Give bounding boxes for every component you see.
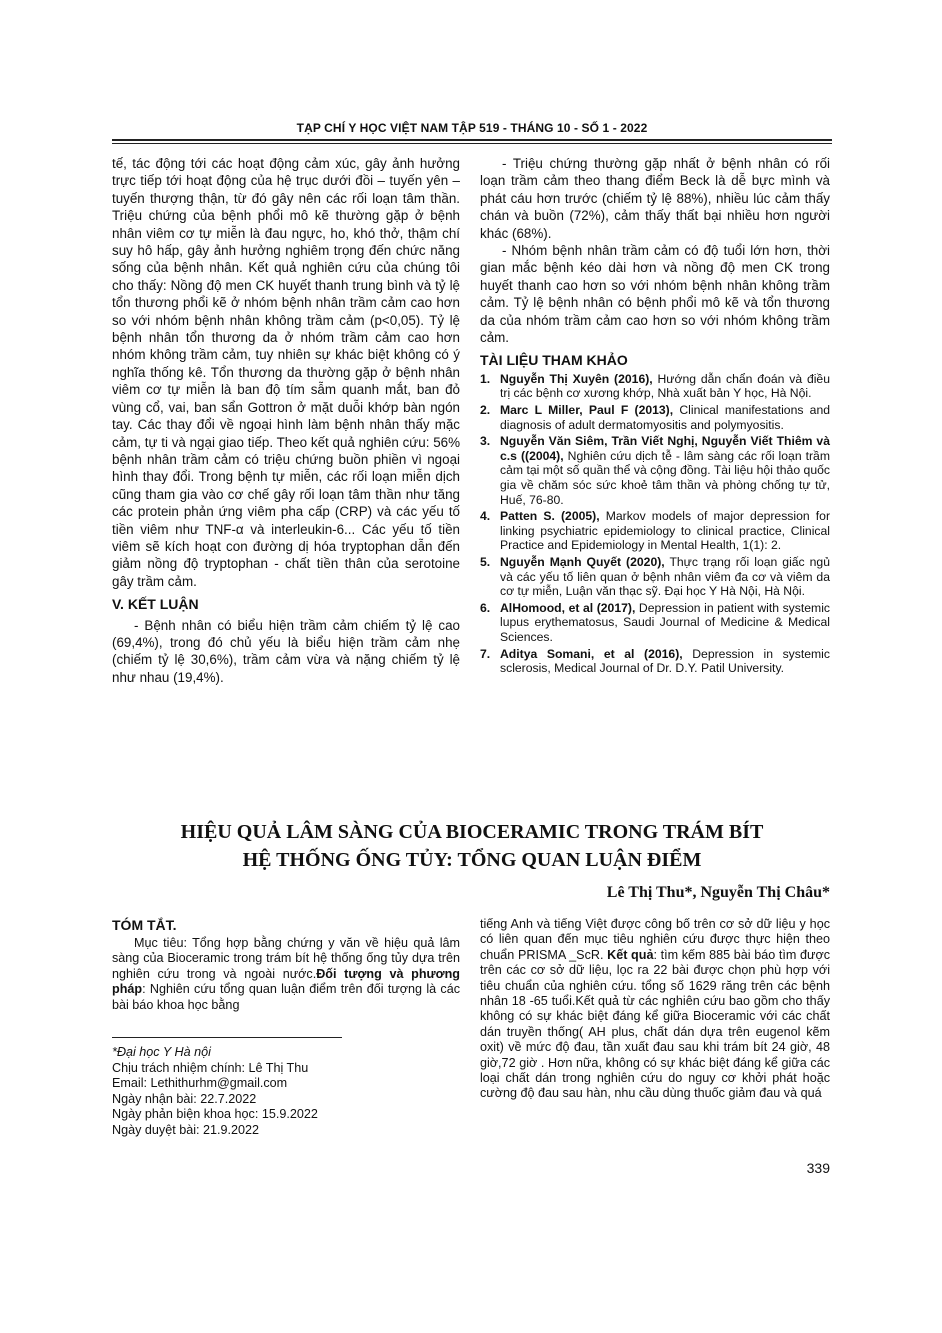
reference-text: Depression in systemic sclerosis, Medical Journal of Dr. D.Y. Patil University. — [500, 646, 830, 676]
abstract-title: TÓM TẮT. — [112, 917, 177, 933]
reference-text: Depression in patient with systemic lupus erythematosus, Saudi Journal of Medicine & Medical Sciences. — [500, 600, 830, 644]
abstract-text — [112, 936, 460, 1013]
reference-author: Marc L Miller, Paul F (2013), — [500, 403, 674, 418]
method-label: Đối tượng và phương pháp — [112, 966, 460, 997]
reference-number: 1. — [480, 371, 491, 386]
conclusion-paragraph-1: - Bệnh nhân có biểu hiện trầm cảm chiếm tỷ lệ cao (69,4%), trong đó chủ yếu là biểu hiện trầm cảm nhẹ (chiếm tỷ lệ 30,6%), trầm cảm vừa và nặng chiếm tỷ lệ như nhau (19,4%). — [112, 617, 460, 685]
reference-author: Patten S. (2005), — [500, 509, 600, 524]
reference-number: 2. — [480, 403, 491, 418]
abstract-continued-1: tiếng Anh và tiếng Việt được công bố trên cơ sở dữ liệu y học có liên quan đến mục tiêu nghiên cứu được thực hiện theo chuẩn PRISMA _ScR. — [480, 917, 830, 962]
received-date: Ngày nhận bài: 22.7.2022 — [112, 1091, 257, 1106]
reference-number: 7. — [480, 646, 491, 661]
email: Email: Lethithurhm@gmail.com — [112, 1076, 288, 1091]
references-list — [480, 372, 830, 676]
abstract-continued-2: : tìm kếm 885 bài báo tìm được trên các cơ sở dữ liệu, lọc ra 22 bài được chọn phù hợp với tiêu chuẩn của nghiên cứu. tổng số 1629 răng trên các bệnh nhân 18 -65 tuổi.Kết quả từ các nghiên cứu bao gồm cho thấy không có sự khác biệt đáng kể giữa Bioceramic với các chất dán truyền thống( AH plus, chất dán dựa trên eugenol kẽm oxit) về mức độ đau, tần xuất đau sau khi trám bít 24 giờ, 48 giờ,72 giờ . Hơn nữa, không có sự khác biệt đáng kể giữa các loại chất dán trong nghiên cứu do nguy cơ khởi phát hoặc cường độ đau sau hàn, nhu cầu dùng thuốc giảm đau và quá — [480, 947, 830, 1101]
reference-item — [480, 372, 830, 401]
article-authors: Lê Thị Thu*, Nguyễn Thị Châu* — [606, 884, 830, 901]
reference-item — [480, 647, 830, 676]
reference-number: 3. — [480, 434, 491, 449]
approval-date: Ngày duyệt bài: 21.9.2022 — [112, 1122, 260, 1137]
reference-author: Nguyễn Mạnh Quyết (2020), — [500, 555, 665, 569]
header-rule-thin — [112, 143, 832, 144]
left-column — [112, 155, 460, 686]
page-number: 339 — [806, 1160, 830, 1176]
discussion-paragraph: tế, tác động tới các hoạt động cảm xúc, gây ảnh hưởng trực tiếp tới hoạt động của hệ trục dưới đồi – tuyến yên – tuyến thượng thận, từ đó gây nên các rối loạn tâm thần. Triệu chứng của bệnh phổi mô kẽ thường gặp ở bệnh nhân viêm cơ tự miễn là đau ngực, ho, khó thở, thậm chí suy hô hấp, gây ảnh hưởng nghiêm trọng đến chức năng sống của bệnh nhân. Kết quả nghiên cứu của chúng tôi cho thấy: Nồng độ men CK huyết thanh trung bình và tỷ lệ tổn thương phổi kẽ ở nhóm bệnh nhân trầm cảm cao hơn so với nhóm bệnh nhân không trầm cảm (p<0,05). Tỷ lệ bệnh nhân tổn thương da ở nhóm trầm cảm cao hơn nhóm không trầm cảm, tuy nhiên sự khác biệt không có ý nghĩa thống kê. Tổn thương da thường gặp ở bệnh nhân viêm cơ tự miễn là ban độ tím sẫm quanh mắt, ban đỏ vùng cổ, vai, ban sẩn Gottron ở mặt duỗi khớp bàn ngón tay. Các thay đổi về ngoại hình làm bệnh nhân thấy mặc cảm, tự ti và ngại giao tiếp. Theo kết quả nghiên cứu: 56% bệnh nhân trầm cảm có triệu chứng buồn phiền vì ngoại hình thay đổi. Trong bệnh tự miễn, các rối loạn miễn dịch cũng tham gia vào cơ chế gây rối loạn tâm thần như tăng các protein phản ứng viêm pha cấp (CRP) và các yếu tố tiền viêm như TNF-α và interleukin-6... Các yếu tố tiền viêm sẽ kích hoạt con đường dị hóa tryptophan dẫn đến giảm nồng độ tryptophan - chất tiền thân của serotoine gây trầm cảm. — [112, 156, 460, 589]
right-column — [480, 155, 830, 678]
article-title — [112, 818, 832, 874]
reference-item — [480, 403, 830, 432]
article-title-line-1: HIỆU QUẢ LÂM SÀNG CỦA BIOCERAMIC TRONG TRÁM BÍT — [180, 821, 764, 843]
reference-item — [480, 555, 830, 599]
reference-item — [480, 601, 830, 645]
journal-header: TẠP CHÍ Y HỌC VIỆT NAM TẬP 519 - THÁNG 10 - SỐ 1 - 2022 — [296, 121, 648, 135]
reference-author: Nguyễn Văn Siêm, Trần Viết Nghị, Nguyễn Viết Thiêm và c.s ((2004), — [500, 434, 830, 463]
result-label: Kết quả — [607, 947, 654, 962]
review-date: Ngày phản biện khoa học: 15.9.2022 — [112, 1107, 318, 1122]
references-title: TÀI LIỆU THAM KHẢO — [480, 352, 628, 369]
footnotes — [112, 1045, 318, 1139]
reference-number: 6. — [480, 600, 491, 615]
reference-number: 4. — [480, 509, 491, 524]
reference-text: Clinical manifestations and diagnosis of adult dermatomyositis and polymyositis. — [500, 403, 831, 432]
footnote-rule — [112, 1037, 342, 1038]
reference-text: Markov models of major depression for linking psychiatric epidemiology to clinical practice, Clinical Practice and Epidemiology in Mental Health, 1(1): 2. — [500, 509, 830, 553]
conclusion-paragraph-3: - Nhóm bệnh nhân trầm cảm có độ tuổi lớn hơn, thời gian mắc bệnh kéo dài hơn và nồng độ men CK trong huyết thanh cao hơn so với nhóm bệnh nhân không trầm cảm. Tỷ lệ bệnh nhân có bệnh phổi mô kẽ và tổn thương da của nhóm trầm cảm cao hơn so với nhóm không trầm cảm. — [480, 243, 830, 346]
reference-text: Nghiên cứu dịch tễ - lâm sàng các rối loạn trầm cảm tại một số quần thể và cộng đồng. Tài liệu hội thảo quốc gia về chăm sóc sức khoẻ tâm thần và phòng chống tự tử, Huế, 76-80. — [500, 448, 830, 507]
method-text: : Nghiên cứu tổng quan luận điểm trên đối tượng là các bài báo khoa học bằng — [112, 982, 460, 1012]
abstract-right — [480, 917, 830, 1102]
article-title-line-2: HỆ THỐNG ỐNG TỦY: TỔNG QUAN LUẬN ĐIỂM — [242, 849, 702, 871]
reference-text: Thực trạng rối loạn giấc ngủ và các yếu tố liên quan ở bệnh nhân viêm đa cơ và viêm da cơ tự miễn, Luận văn thạc sỹ. Đại học Y Hà Nội, Hà Nội. — [500, 555, 830, 599]
reference-author: Aditya Somani, et al (2016), — [500, 646, 683, 661]
header-rule — [112, 139, 832, 141]
objective-label: Mục tiêu — [134, 936, 184, 950]
reference-author: Nguyễn Thị Xuyên (2016), — [500, 371, 653, 386]
affiliation: *Đại học Y Hà nội — [112, 1045, 211, 1059]
conclusion-paragraph-2: - Triệu chứng thường gặp nhất ở bệnh nhân có rối loạn trầm cảm theo thang điểm Beck là dễ bực mình và phát cáu hơn trước (chiếm tỷ lệ 88%), nhiều lúc cảm thấy chán và buồn (72%), cảm thấy thất bại nhiều hơn người khác (68%). — [480, 156, 830, 241]
responsible-author: Chịu trách nhiệm chính: Lê Thị Thu — [112, 1060, 309, 1075]
reference-item — [480, 434, 830, 507]
reference-author: AlHomood, et al (2017), — [500, 600, 636, 615]
reference-number: 5. — [480, 555, 491, 569]
abstract-left — [112, 917, 460, 1013]
reference-item — [480, 509, 830, 553]
reference-text: Hướng dẫn chẩn đoán và điều trị các bệnh cơ xương khớp, Nhà xuất bản Y học, Hà Nội. — [500, 371, 830, 401]
objective-text: : Tổng hợp bằng chứng y văn về hiệu quả lâm sàng của Bioceramic trong trám bít hệ thống ống tủy dựa trên nghiên cứu trong và ngoài nước. — [112, 936, 460, 981]
section-title-conclusion: V. KẾT LUẬN — [112, 596, 199, 613]
